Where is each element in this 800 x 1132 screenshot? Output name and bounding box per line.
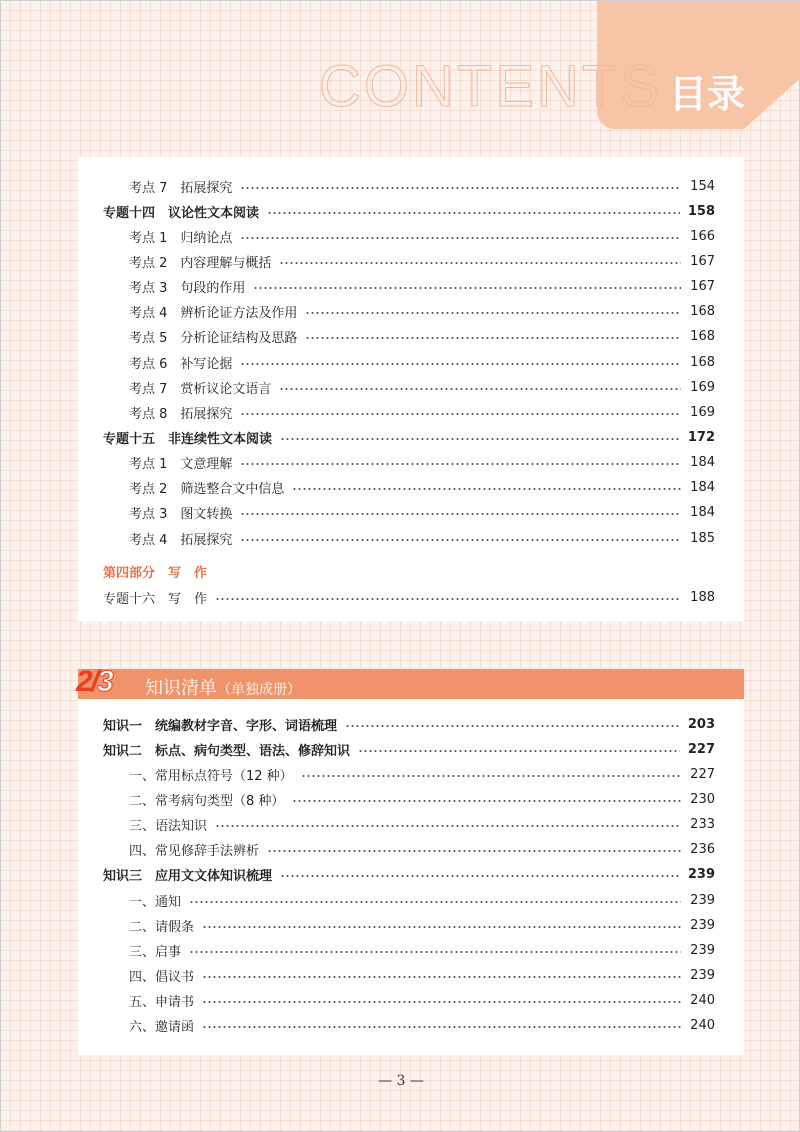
toc-entry[interactable] (129, 527, 715, 549)
toc-entry[interactable] (129, 351, 715, 373)
toc-entry-page: 168 (690, 354, 715, 370)
toc-entry[interactable] (129, 990, 715, 1012)
toc-entry-page: 169 (690, 404, 715, 420)
toc-entry[interactable] (103, 864, 715, 886)
section-title (145, 674, 301, 700)
toc-entry[interactable] (129, 1015, 715, 1037)
toc-entry[interactable] (129, 452, 715, 474)
toc-entry[interactable] (129, 250, 715, 272)
toc-entry-page: 166 (690, 228, 715, 244)
toc-entry-label: 五、申请书 (129, 995, 195, 1011)
toc-entry-label: 考点 3 句段的作用 (129, 281, 246, 297)
toc-entry-page: 167 (690, 279, 715, 295)
toc-entry-label: 一、常用标点符号（12 种） (129, 768, 293, 784)
leader-dots (267, 212, 680, 214)
section-title-main: 知识清单 (145, 678, 217, 699)
leader-dots (345, 725, 680, 727)
section-title-sub: （单独成册） (217, 682, 301, 698)
leader-dots (202, 976, 681, 978)
toc-entry[interactable] (129, 276, 715, 298)
toc-entry-page: 158 (687, 203, 715, 219)
toc-entry-page: 184 (690, 455, 715, 471)
section-number-total: 3 (97, 665, 112, 698)
toc-entry-label: 知识一 统编教材字音、字形、词语梳理 (103, 718, 338, 734)
leader-dots (240, 363, 681, 365)
toc-entry-label: 四、常见修辞手法辨析 (129, 844, 260, 860)
toc-entry-page: 240 (690, 1018, 715, 1034)
toc-entry[interactable] (129, 502, 715, 524)
toc-entry-page: 167 (690, 253, 715, 269)
toc-entry-label: 考点 5 分析论证结构及思路 (129, 331, 298, 347)
leader-dots (280, 875, 680, 877)
toc-entry-page: 239 (690, 968, 715, 983)
toc-entry-label: 考点 3 图文转换 (129, 507, 233, 523)
leader-dots (358, 750, 680, 752)
toc-entry-page: 230 (690, 791, 715, 807)
leader-dots (240, 187, 681, 189)
leader-dots (240, 513, 681, 515)
leader-dots (215, 598, 681, 600)
toc-entry-label: 二、常考病句类型（8 种） (129, 793, 285, 809)
toc-entry-page: 172 (687, 430, 715, 445)
leader-dots (279, 262, 681, 264)
toc-entry[interactable] (129, 376, 715, 398)
leader-dots (253, 287, 681, 289)
toc-entry-label: 考点 2 筛选整合文中信息 (129, 482, 285, 498)
toc-entry-page: 185 (690, 530, 715, 546)
toc-entry[interactable] (129, 225, 715, 247)
toc-entry[interactable] (129, 914, 715, 936)
toc-entry-label: 考点 7 拓展探究 (129, 180, 233, 196)
toc-entry-label: 考点 2 内容理解与概括 (129, 255, 272, 271)
toc-entry-label: 考点 4 辨析论证方法及作用 (129, 306, 298, 322)
toc-entry-label: 考点 4 拓展探究 (129, 532, 233, 548)
toc-entry[interactable] (129, 175, 715, 197)
toc-entry[interactable] (103, 586, 715, 608)
part-four-heading: 第四部分 写 作 (103, 566, 208, 581)
leader-dots (215, 825, 681, 827)
toc-entry-page: 227 (690, 766, 715, 782)
leader-dots (292, 488, 681, 490)
leader-dots (280, 438, 680, 440)
leader-dots (189, 951, 681, 953)
leader-dots (202, 926, 681, 928)
toc-entry[interactable] (129, 477, 715, 499)
leader-dots (202, 1026, 681, 1028)
contents-ghost-text: CONTENTS (319, 54, 662, 119)
toc-entry-page: 184 (690, 480, 715, 496)
toc-entry-page: 239 (690, 892, 715, 908)
toc-entry-page: 184 (690, 505, 715, 521)
section-number (76, 665, 112, 699)
page-title: 目录 (669, 72, 746, 116)
leader-dots (240, 413, 681, 415)
toc-entry-label: 考点 1 文意理解 (129, 457, 233, 473)
toc-entry-page: 154 (690, 178, 715, 194)
leader-dots (240, 539, 681, 541)
toc-entry-label: 知识三 应用文文体知识梳理 (103, 869, 273, 885)
toc-entry-label: 六、邀请函 (129, 1020, 195, 1036)
toc-entry[interactable] (103, 200, 715, 222)
toc-entry-label: 考点 8 拓展探究 (129, 406, 233, 422)
toc-entry-page: 233 (690, 817, 715, 833)
leader-dots (279, 388, 681, 390)
toc-entry-label: 二、请假条 (129, 919, 195, 935)
toc-entry-label: 考点 7 赏析议论文语言 (129, 381, 272, 397)
toc-entry-page: 240 (690, 993, 715, 1009)
toc-entry-label: 四、倡议书 (129, 970, 195, 985)
leader-dots (292, 800, 681, 802)
toc-entry-label: 知识二 标点、病句类型、语法、修辞知识 (103, 743, 351, 759)
toc-entry[interactable] (129, 301, 715, 323)
toc-entry[interactable] (129, 965, 715, 987)
toc-entry-label: 三、语法知识 (129, 819, 208, 835)
toc-entry-page: 168 (690, 329, 715, 345)
toc-entry[interactable] (103, 738, 715, 760)
toc-entry-label: 一、通知 (129, 894, 182, 910)
leader-dots (189, 901, 681, 903)
toc-entry[interactable] (129, 788, 715, 810)
toc-entry-page: 239 (687, 867, 715, 883)
toc-entry-label: 考点 1 归纳论点 (129, 230, 233, 246)
toc-entry-label: 专题十四 议论性文本阅读 (103, 205, 260, 221)
toc-entry-page: 203 (687, 716, 715, 732)
toc-entry-label: 三、启事 (129, 944, 182, 960)
toc-entry-page: 188 (690, 589, 715, 605)
section-number-current: 2 (76, 665, 91, 698)
toc-entry-page: 168 (690, 304, 715, 320)
section-number-slash: / (90, 665, 98, 698)
toc-entry-label: 专题十五 非连续性文本阅读 (103, 432, 273, 447)
leader-dots (267, 850, 681, 852)
leader-dots (305, 337, 681, 339)
toc-entry-page: 236 (690, 842, 715, 858)
toc-entry-label: 专题十六 写 作 (103, 591, 208, 607)
toc-entry[interactable] (129, 326, 715, 348)
page-number: — 3 — (378, 1073, 424, 1089)
toc-entry-page: 239 (690, 917, 715, 933)
leader-dots (305, 312, 681, 314)
toc-entry[interactable] (129, 939, 715, 961)
toc-entry[interactable] (129, 401, 715, 423)
toc-entry-label: 考点 6 补写论据 (129, 356, 233, 372)
toc-entry-page: 169 (690, 379, 715, 395)
toc-entry[interactable] (129, 763, 715, 785)
toc-entry[interactable] (129, 814, 715, 836)
toc-entry-page: 227 (687, 741, 715, 757)
leader-dots (301, 775, 681, 777)
toc-entry[interactable] (129, 839, 715, 861)
toc-entry[interactable] (103, 427, 715, 449)
leader-dots (240, 237, 681, 239)
toc-entry[interactable] (129, 889, 715, 911)
toc-entry[interactable] (103, 713, 715, 735)
leader-dots (240, 463, 681, 465)
leader-dots (202, 1001, 681, 1003)
toc-entry-page: 239 (690, 942, 715, 958)
